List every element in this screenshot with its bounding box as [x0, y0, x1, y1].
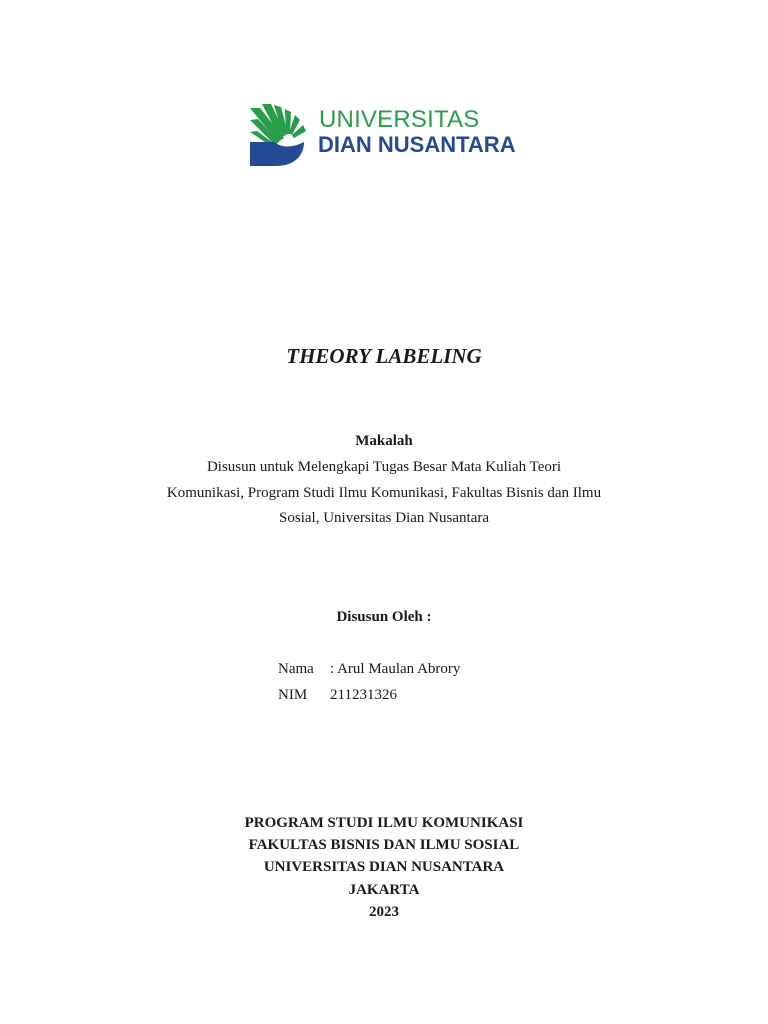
- logo-text-universitas: UNIVERSITAS: [319, 106, 480, 133]
- footer-line: FAKULTAS BISNIS DAN ILMU SOSIAL: [248, 837, 520, 854]
- purpose-line: Sosial, Universitas Dian Nusantara: [279, 510, 489, 526]
- logo-text-dian-nusantara: DIAN NUSANTARA: [318, 132, 516, 157]
- nim-value: 211231326: [330, 687, 397, 703]
- purpose-line: Disusun untuk Melengkapi Tugas Besar Mata Kuliah Teori: [206, 459, 562, 475]
- document-title: THEORY LABELING: [286, 344, 482, 368]
- footer-line: 2023: [369, 903, 399, 920]
- footer-line: UNIVERSITAS DIAN NUSANTARA: [263, 859, 505, 876]
- name-label: Nama: [278, 661, 314, 677]
- institution-footer: [0, 812, 768, 923]
- university-emblem-icon: [248, 102, 308, 166]
- footer-line: JAKARTA: [348, 881, 420, 898]
- purpose-line: Komunikasi, Program Studi Ilmu Komunikasi, Fakultas Bisnis dan Ilmu: [166, 484, 602, 501]
- university-logo: [248, 100, 538, 170]
- document-purpose: [0, 455, 768, 532]
- name-value: : Arul Maulan Abrory: [330, 661, 461, 677]
- nim-label: NIM: [278, 687, 308, 703]
- footer-line: PROGRAM STUDI ILMU KOMUNIKASI: [244, 815, 524, 831]
- authored-by-heading: Disusun Oleh :: [336, 609, 432, 625]
- document-type: Makalah: [355, 433, 413, 449]
